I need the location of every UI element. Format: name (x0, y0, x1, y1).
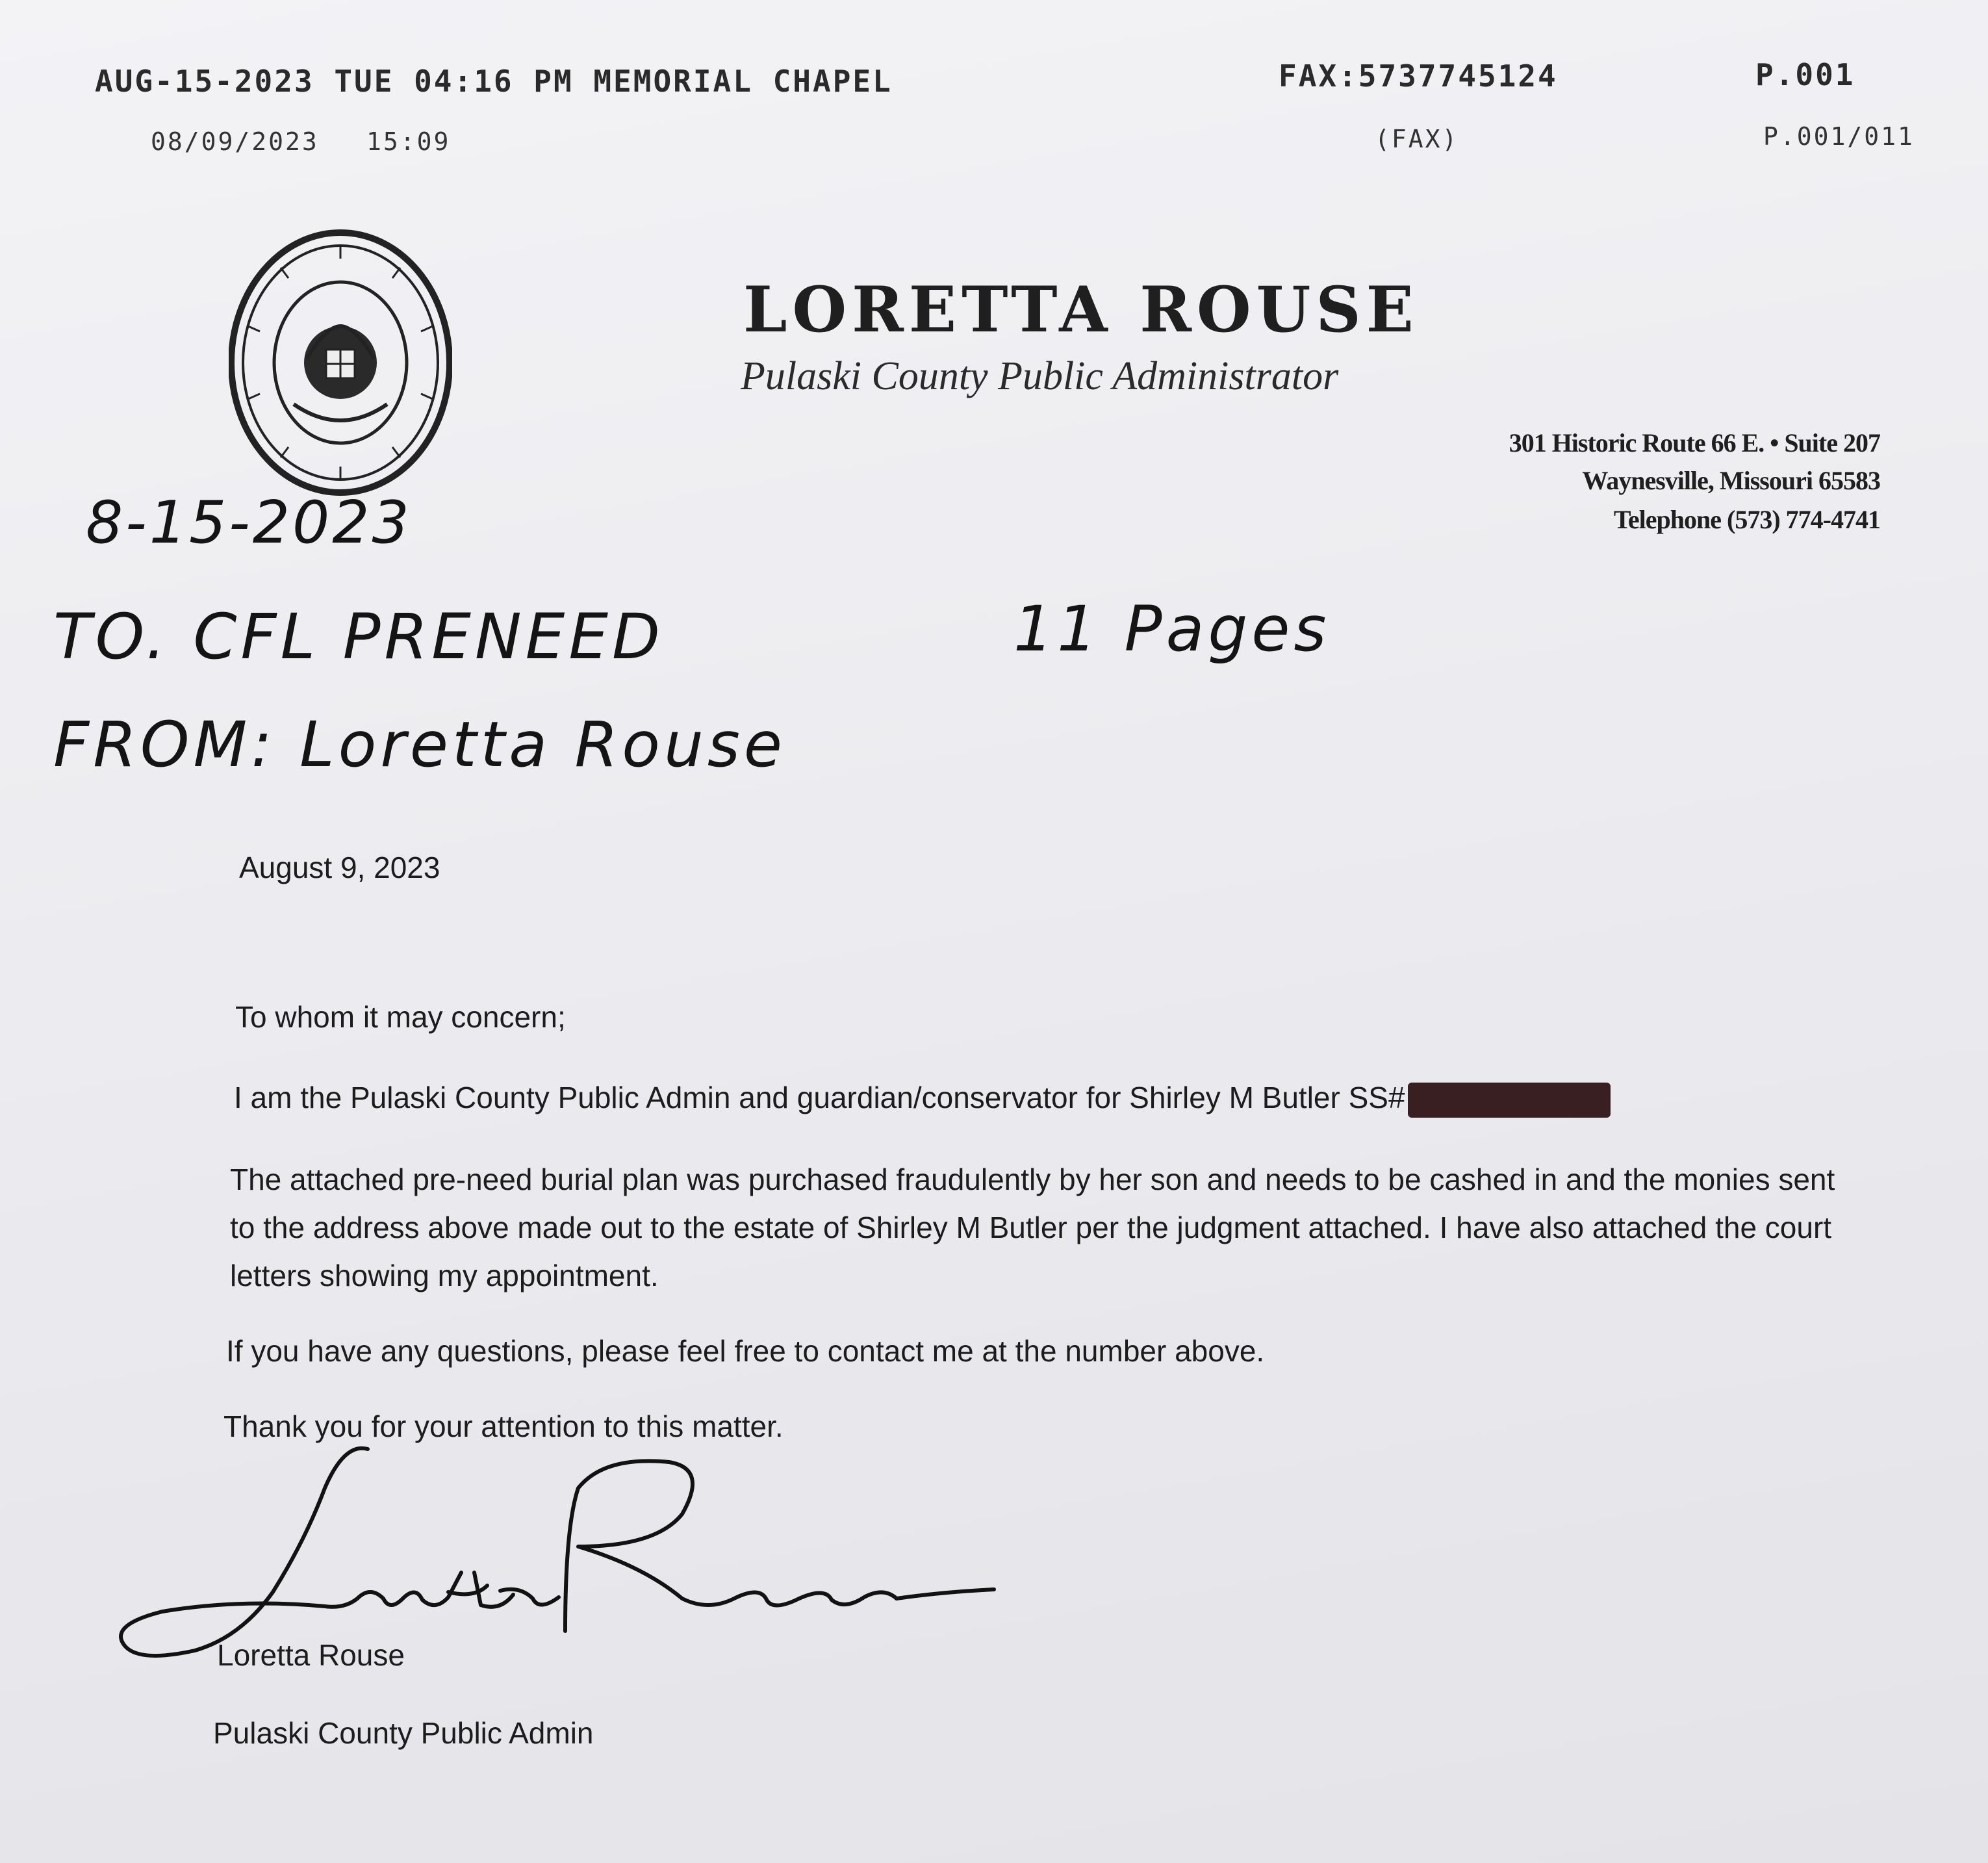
letterhead-telephone: Telephone (573) 774-4741 (1613, 505, 1880, 534)
fax-header-page: P.001 (1755, 57, 1855, 92)
handwritten-to: TO. CFL PRENEED (53, 600, 664, 673)
letter-closing: Thank you for your attention to this matter. (223, 1409, 784, 1443)
redaction-block (1408, 1083, 1611, 1118)
letter-paragraph-3: If you have any questions, please feel free to contact me at the number above. (226, 1334, 1265, 1368)
letterhead-address-line2: Waynesville, Missouri 65583 (1582, 466, 1880, 495)
handwritten-page-count: 11 Pages (1013, 593, 1331, 665)
fax-header-fax-label: (FAX) (1375, 125, 1459, 153)
letter-date: August 9, 2023 (239, 851, 440, 884)
fax-header-number: FAX:5737745124 (1279, 58, 1558, 94)
signer-title: Pulaski County Public Admin (213, 1716, 594, 1750)
fax-header-page-count: P.001/011 (1763, 122, 1915, 151)
signer-name: Loretta Rouse (217, 1638, 405, 1672)
letter-paragraph-1-text: I am the Pulaski County Public Admin and guardian/conservator for Shirley M Butler SS# (234, 1081, 1405, 1114)
letterhead-address-line1: 301 Historic Route 66 E. • Suite 207 (1509, 428, 1880, 457)
fax-header-date: 08/09/2023 (151, 127, 319, 156)
state-seal-icon (229, 229, 452, 496)
fax-header-time: 15:09 (366, 127, 451, 156)
letterhead-name: LORETTA ROUSE (743, 273, 1419, 346)
letter-salutation: To whom it may concern; (235, 1000, 566, 1034)
handwritten-signature (110, 1436, 1007, 1670)
handwritten-date: 8-15-2023 (86, 489, 412, 557)
letter-paragraph-2: The attached pre-need burial plan was purchased fraudulently by her son and needs to be cashed in and the monies sent to the address above made out to the estate of Shirley M Butler per the judgment attached. I have also attached the court letters showing my appointment. (230, 1163, 1835, 1292)
letter-paragraph-1 (234, 1080, 1611, 1118)
handwritten-from: FROM: Loretta Rouse (53, 708, 786, 781)
fax-header-transmission: AUG-15-2023 TUE 04:16 PM MEMORIAL CHAPEL (95, 64, 893, 99)
letterhead-title: Pulaski County Public Administrator (741, 354, 1339, 398)
